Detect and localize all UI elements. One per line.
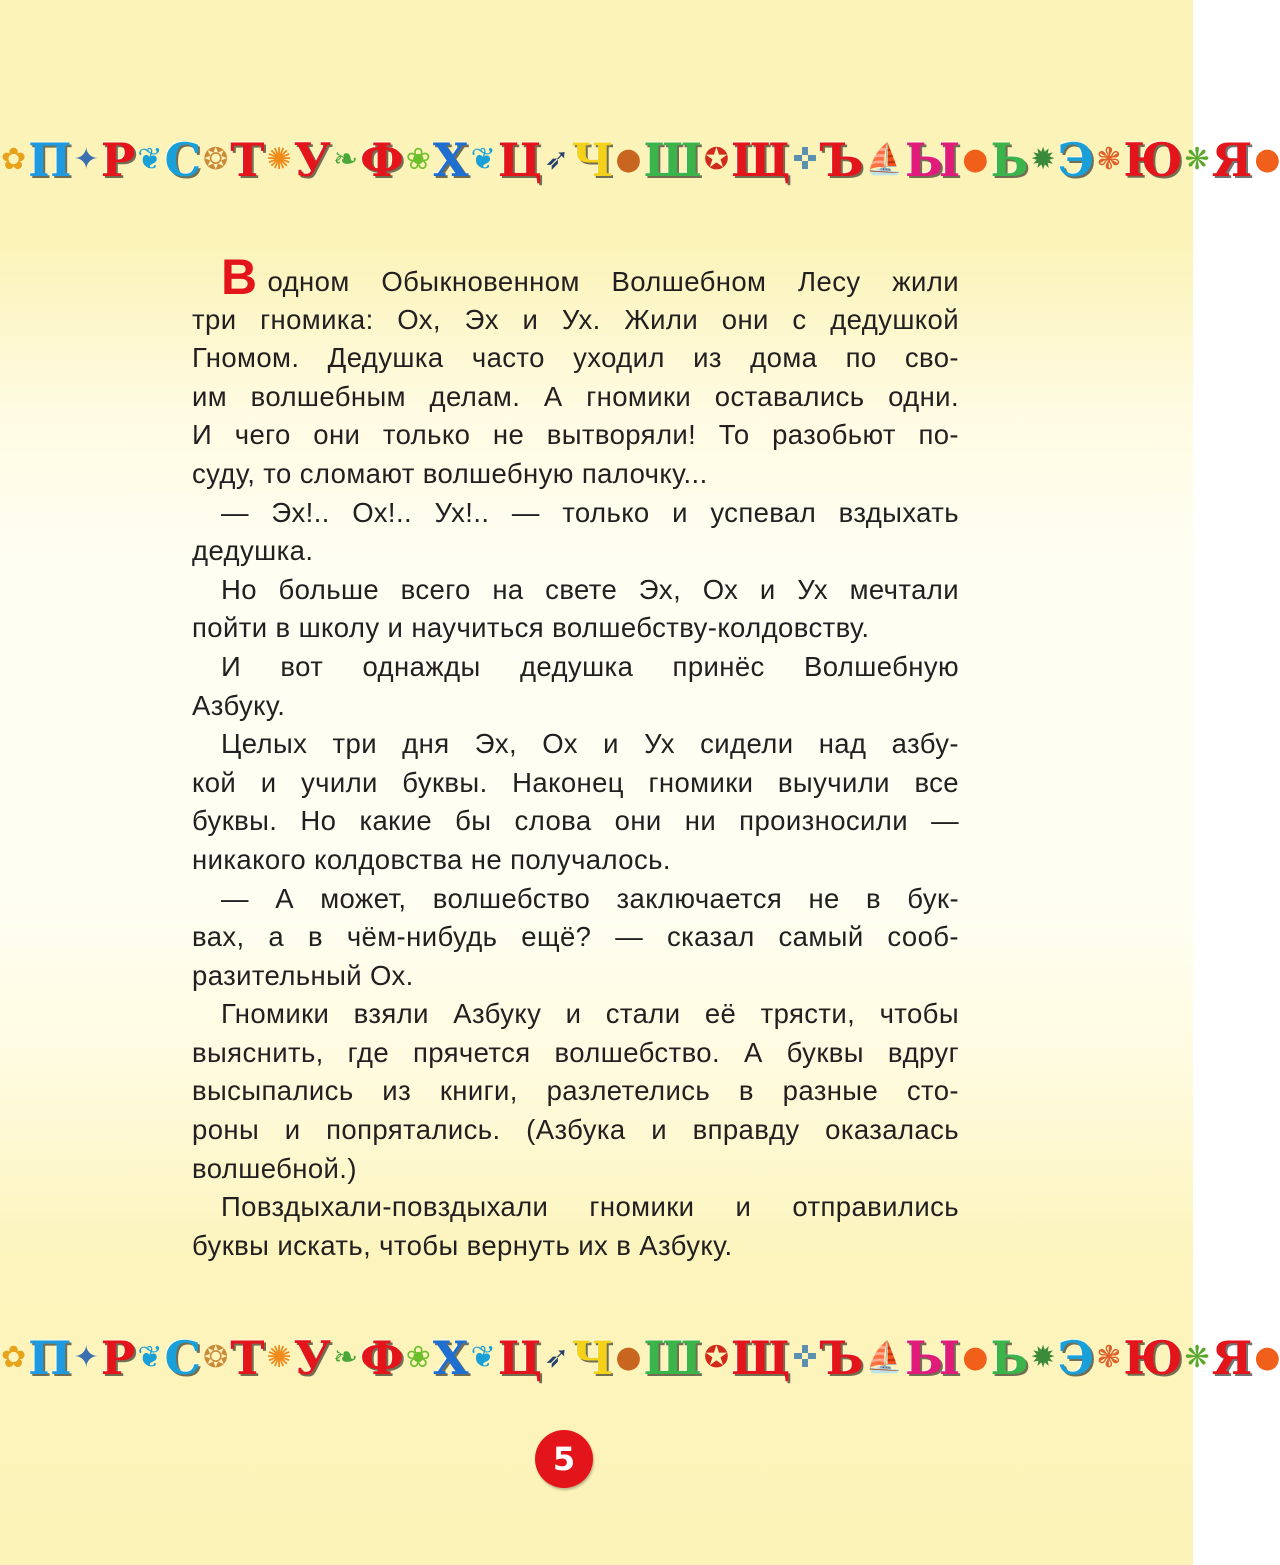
story-line: буквы. Но какие бы слова они ни произносили — bbox=[192, 805, 959, 837]
story-line: кой и учили буквы. Наконец гномики выучили все bbox=[192, 766, 959, 798]
border-letter: Ч bbox=[571, 133, 614, 187]
grasshopper-icon: ❧ bbox=[332, 142, 359, 177]
story-line: им волшебным делам. А гномики оставались одни. bbox=[192, 380, 959, 412]
swallow-icon: ➶ bbox=[544, 1340, 570, 1375]
grasshopper-icon: ❧ bbox=[332, 1340, 359, 1375]
story-line: роны и попрятались. (Азбука и вправду оказалась bbox=[192, 1114, 959, 1146]
border-letter: У bbox=[293, 133, 331, 187]
border-letter: Э bbox=[1057, 133, 1095, 187]
star-flower-icon: ✺ bbox=[266, 1340, 292, 1375]
butterfly-icon: ❦ bbox=[470, 142, 496, 177]
snail-icon: ❂ bbox=[203, 142, 229, 177]
orange-fruit-icon: ● bbox=[1254, 142, 1280, 177]
story-line: высыпались из книги, разлетелись в разные сто- bbox=[192, 1075, 959, 1107]
border-letter: Ф bbox=[360, 133, 404, 187]
caterpillar-icon: ❋ bbox=[1184, 142, 1210, 177]
page-number: 5 bbox=[535, 1430, 593, 1488]
orange-fruit-icon: ● bbox=[962, 142, 989, 177]
story-line: выяснить, где прячется волшебство. А буквы вдруг bbox=[192, 1036, 959, 1068]
story-text bbox=[192, 249, 959, 1265]
shrimp-icon: ❃ bbox=[1096, 142, 1122, 177]
shrimp-icon: ❃ bbox=[1096, 1340, 1122, 1375]
flower-icon: ✿ bbox=[1, 1340, 27, 1375]
border-letter: Т bbox=[230, 133, 265, 187]
border-letter: П bbox=[28, 1331, 72, 1385]
border-letter: Ш bbox=[643, 133, 702, 187]
border-letter: Щ bbox=[731, 133, 791, 187]
border-letter: Ъ bbox=[819, 133, 864, 187]
beetle-icon: ✹ bbox=[1030, 1340, 1056, 1375]
story-line: суду, то сломают волшебную палочку... bbox=[192, 457, 708, 489]
frog-icon: ❀ bbox=[405, 142, 431, 177]
bird-icon: ✦ bbox=[73, 1340, 99, 1375]
border-letter: Э bbox=[1057, 1331, 1095, 1385]
beetle-icon: ✹ bbox=[1030, 142, 1056, 177]
caterpillar-icon: ❋ bbox=[1184, 1340, 1210, 1375]
border-letter: Ч bbox=[571, 1331, 614, 1385]
border-letter: Ы bbox=[905, 133, 961, 187]
flower-icon: ✿ bbox=[1, 142, 27, 177]
robin-icon: ● bbox=[615, 142, 642, 177]
border-letter: Щ bbox=[731, 1331, 791, 1385]
story-line: разительный Ох. bbox=[192, 959, 414, 991]
border-letter: Ь bbox=[990, 1331, 1029, 1385]
story-line: Водном Обыкновенном Волшебном Лесу жили bbox=[221, 249, 959, 305]
story-line: — А может, волшебство заключается не в бук- bbox=[221, 882, 959, 914]
story-line: И вот однажды дедушка принёс Волшебную bbox=[221, 650, 959, 682]
ship-icon: ⛵ bbox=[865, 142, 904, 177]
bottom-alphabet-border bbox=[0, 1322, 1280, 1394]
dragonfly-icon: ✜ bbox=[792, 142, 818, 177]
story-line: никакого колдовства не получалось. bbox=[192, 843, 671, 875]
border-letter: С bbox=[164, 1331, 202, 1385]
border-letter: П bbox=[28, 133, 72, 187]
story-line: Повздыхали-повздыхали гномики и отправились bbox=[221, 1191, 959, 1223]
story-line: волшебной.) bbox=[192, 1152, 357, 1184]
story-line: пойти в школу и научиться волшебству-колдовству. bbox=[192, 612, 870, 644]
border-letter: Ъ bbox=[819, 1331, 864, 1385]
border-letter: С bbox=[164, 133, 202, 187]
top-alphabet-border bbox=[0, 124, 1280, 196]
story-line: — Эх!.. Ох!.. Ух!.. — только и успевал вздыхать bbox=[221, 496, 959, 528]
star-flower-icon: ✺ bbox=[266, 142, 292, 177]
border-letter: Р bbox=[100, 133, 136, 187]
story-line: Гномики взяли Азбуку и стали её трясти, чтобы bbox=[221, 998, 959, 1030]
border-letter: Ц bbox=[497, 133, 543, 187]
ladybug-icon: ✪ bbox=[703, 142, 730, 177]
frog-icon: ❀ bbox=[405, 1340, 431, 1375]
border-letter: Ф bbox=[360, 1331, 404, 1385]
story-line: Азбуку. bbox=[192, 689, 286, 721]
border-letter: Ю bbox=[1123, 133, 1183, 187]
border-letter: Я bbox=[1211, 1331, 1253, 1385]
dragonfly-icon: ✜ bbox=[792, 1340, 818, 1375]
border-letter: Т bbox=[230, 1331, 265, 1385]
border-letter: Ю bbox=[1123, 1331, 1183, 1385]
border-letter: Ш bbox=[643, 1331, 702, 1385]
border-letter: Х bbox=[432, 133, 469, 187]
story-line: вах, а в чём-нибудь ещё? — сказал самый сооб- bbox=[192, 921, 959, 953]
border-letter: Ц bbox=[497, 1331, 543, 1385]
butterfly-icon: ❦ bbox=[137, 142, 163, 177]
border-letter: Я bbox=[1211, 133, 1253, 187]
border-letter: Ь bbox=[990, 133, 1029, 187]
story-line: буквы искать, чтобы вернуть их в Азбуку. bbox=[192, 1229, 733, 1261]
butterfly-icon: ❦ bbox=[137, 1340, 163, 1375]
border-letter: Ы bbox=[905, 1331, 961, 1385]
butterfly-icon: ❦ bbox=[470, 1340, 496, 1375]
ladybug-icon: ✪ bbox=[703, 1340, 730, 1375]
story-line: Но больше всего на свете Эх, Ох и Ух мечтали bbox=[221, 573, 959, 605]
border-letter: Х bbox=[432, 1331, 469, 1385]
story-line: три гномика: Ох, Эх и Ух. Жили они с дедушкой bbox=[192, 303, 959, 335]
snail-icon: ❂ bbox=[203, 1340, 229, 1375]
drop-cap: В bbox=[221, 249, 258, 305]
ship-icon: ⛵ bbox=[865, 1340, 904, 1375]
story-line: Целых три дня Эх, Ох и Ух сидели над азбу- bbox=[221, 728, 959, 760]
story-line: И чего они только не вытворяли! То разобьют по- bbox=[192, 419, 959, 451]
bird-icon: ✦ bbox=[73, 142, 99, 177]
swallow-icon: ➶ bbox=[544, 142, 570, 177]
border-letter: Р bbox=[100, 1331, 136, 1385]
orange-fruit-icon: ● bbox=[962, 1340, 989, 1375]
robin-icon: ● bbox=[615, 1340, 642, 1375]
border-letter: У bbox=[293, 1331, 331, 1385]
story-line: дедушка. bbox=[192, 535, 314, 567]
orange-fruit-icon: ● bbox=[1254, 1340, 1280, 1375]
story-line: Гномом. Дедушка часто уходил из дома по сво- bbox=[192, 342, 959, 374]
